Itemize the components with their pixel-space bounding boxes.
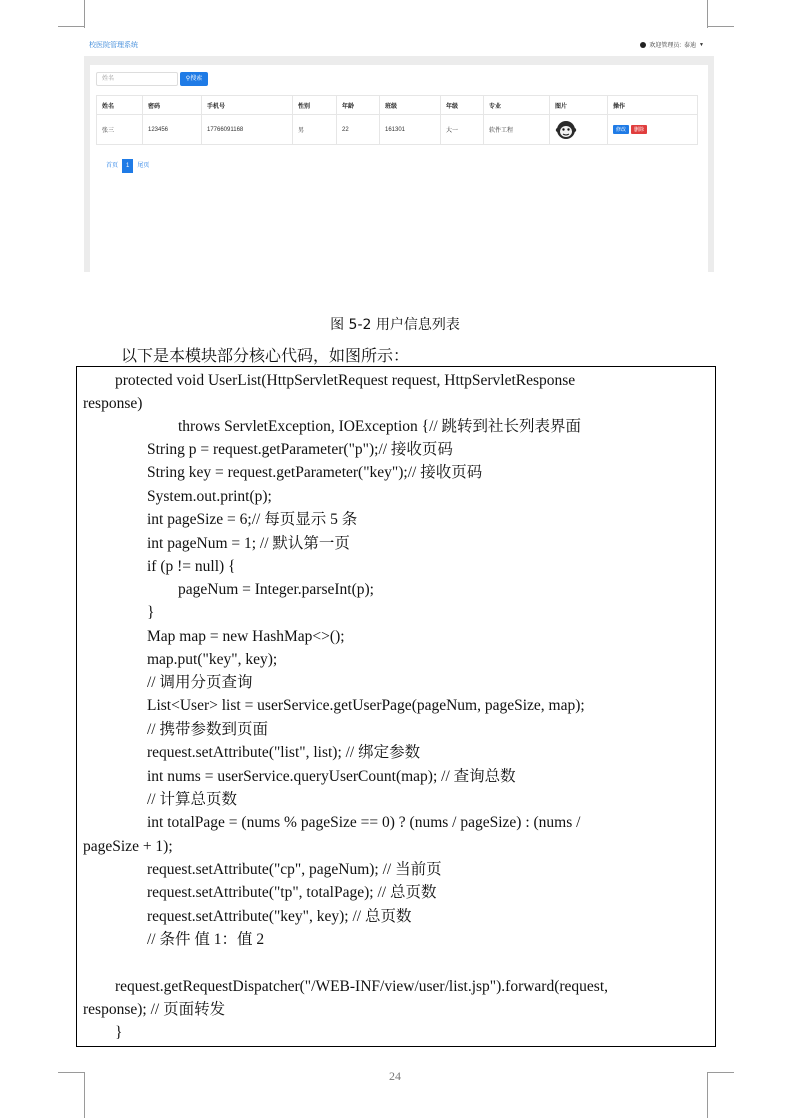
user-avatar-icon <box>640 42 646 48</box>
search-button-label: 搜索 <box>190 76 203 82</box>
code-line: int pageSize = 6;// 每页显示 5 条 <box>147 511 358 528</box>
cell-actions <box>608 115 698 145</box>
code-line: Map map = new HashMap<>(); <box>147 628 345 645</box>
monkey-avatar-icon <box>555 119 577 141</box>
code-listing-box <box>76 366 716 1047</box>
app-header <box>84 30 714 56</box>
code-line: // 计算总页数 <box>147 791 237 808</box>
pager-first[interactable]: 首页 <box>106 163 119 169</box>
code-line: } <box>115 1024 123 1041</box>
code-line: System.out.print(p); <box>147 488 272 505</box>
search-input[interactable]: 姓名 <box>96 72 178 86</box>
delete-button[interactable]: 删除 <box>631 125 647 134</box>
column-header: 姓名 <box>97 96 143 115</box>
code-line: } <box>147 604 155 621</box>
code-line: request.setAttribute("key", key); // 总页数 <box>147 908 412 925</box>
cell-grade: 大一 <box>441 115 484 145</box>
code-line: pageSize + 1); <box>83 838 173 855</box>
edit-button[interactable]: 修改 <box>613 125 629 134</box>
app-title[interactable]: 校医院管理系统 <box>89 42 138 49</box>
code-line: int nums = userService.queryUserCount(map); // 查询总数 <box>147 768 516 785</box>
column-header: 年龄 <box>337 96 380 115</box>
cell-class: 161301 <box>380 115 441 145</box>
pager-current[interactable]: 1 <box>122 159 133 173</box>
code-line: request.setAttribute("tp", totalPage); // 总页数 <box>147 884 437 901</box>
column-header: 年级 <box>441 96 484 115</box>
intro-paragraph: 以下是本模块部分核心代码，如图所示： <box>121 346 410 365</box>
code-line: if (p != null) { <box>147 558 236 575</box>
table-header-row <box>97 96 698 115</box>
column-header: 班级 <box>380 96 441 115</box>
code-line: request.setAttribute("list", list); // 绑定参数 <box>147 744 421 761</box>
code-line: protected void UserList(HttpServletRequest request, HttpServletResponse <box>115 372 576 389</box>
code-line: map.put("key", key); <box>147 651 278 668</box>
username: 泰迪 <box>684 43 697 49</box>
content-panel <box>90 65 708 272</box>
search-button[interactable] <box>180 72 208 86</box>
code-line: // 调用分页查询 <box>147 674 253 691</box>
cell-avatar <box>550 115 608 145</box>
crop-mark-top-right-v <box>707 0 708 28</box>
column-header: 操作 <box>608 96 698 115</box>
code-line: int pageNum = 1; // 默认第一页 <box>147 535 350 552</box>
figure-caption: 图 5-2 用户信息列表 <box>330 317 460 333</box>
column-header: 手机号 <box>202 96 293 115</box>
cell-password: 123456 <box>143 115 202 145</box>
code-line: response) <box>83 395 143 412</box>
welcome-label: 欢迎管理员: <box>649 43 682 49</box>
code-line: request.setAttribute("cp", pageNum); // 当前页 <box>147 861 442 878</box>
code-line: String p = request.getParameter("p");// 接收页码 <box>147 441 453 458</box>
code-line: List<User> list = userService.getUserPage(pageNum, pageSize, map); <box>147 697 585 714</box>
code-line: throws ServletException, IOException {// 跳转到社长列表界面 <box>178 418 582 435</box>
crop-mark-top-right-h <box>707 26 734 27</box>
code-line: int totalPage = (nums % pageSize == 0) ? (nums / pageSize) : (nums / <box>147 814 581 831</box>
code-line: pageNum = Integer.parseInt(p); <box>178 581 374 598</box>
crop-mark-top-left-v <box>84 0 85 28</box>
column-header: 图片 <box>550 96 608 115</box>
search-icon: ⚲ <box>185 76 191 82</box>
table-row <box>97 115 698 145</box>
user-list-screenshot <box>84 30 714 272</box>
code-line: request.getRequestDispatcher("/WEB-INF/view/user/list.jsp").forward(request, <box>115 978 609 995</box>
code-line: response); // 页面转发 <box>83 1001 226 1018</box>
pagination <box>102 159 153 173</box>
cell-name: 张三 <box>97 115 143 145</box>
caret-down-icon: ▼ <box>699 41 704 48</box>
cell-major: 软件工程 <box>484 115 550 145</box>
column-header: 专业 <box>484 96 550 115</box>
page-number: 24 <box>389 1069 401 1083</box>
cell-age: 22 <box>337 115 380 145</box>
column-header: 性别 <box>293 96 337 115</box>
pager-last[interactable]: 尾页 <box>137 163 150 169</box>
user-menu[interactable] <box>640 40 704 49</box>
column-header: 密码 <box>143 96 202 115</box>
code-line: // 携带参数到页面 <box>147 721 268 738</box>
cell-phone: 17766091168 <box>202 115 293 145</box>
code-line: String key = request.getParameter("key");// 接收页码 <box>147 464 483 481</box>
cell-gender: 男 <box>293 115 337 145</box>
crop-mark-top-left-h <box>58 26 85 27</box>
code-line: // 条件 值 1：值 2 <box>147 931 265 948</box>
user-table <box>96 95 698 145</box>
